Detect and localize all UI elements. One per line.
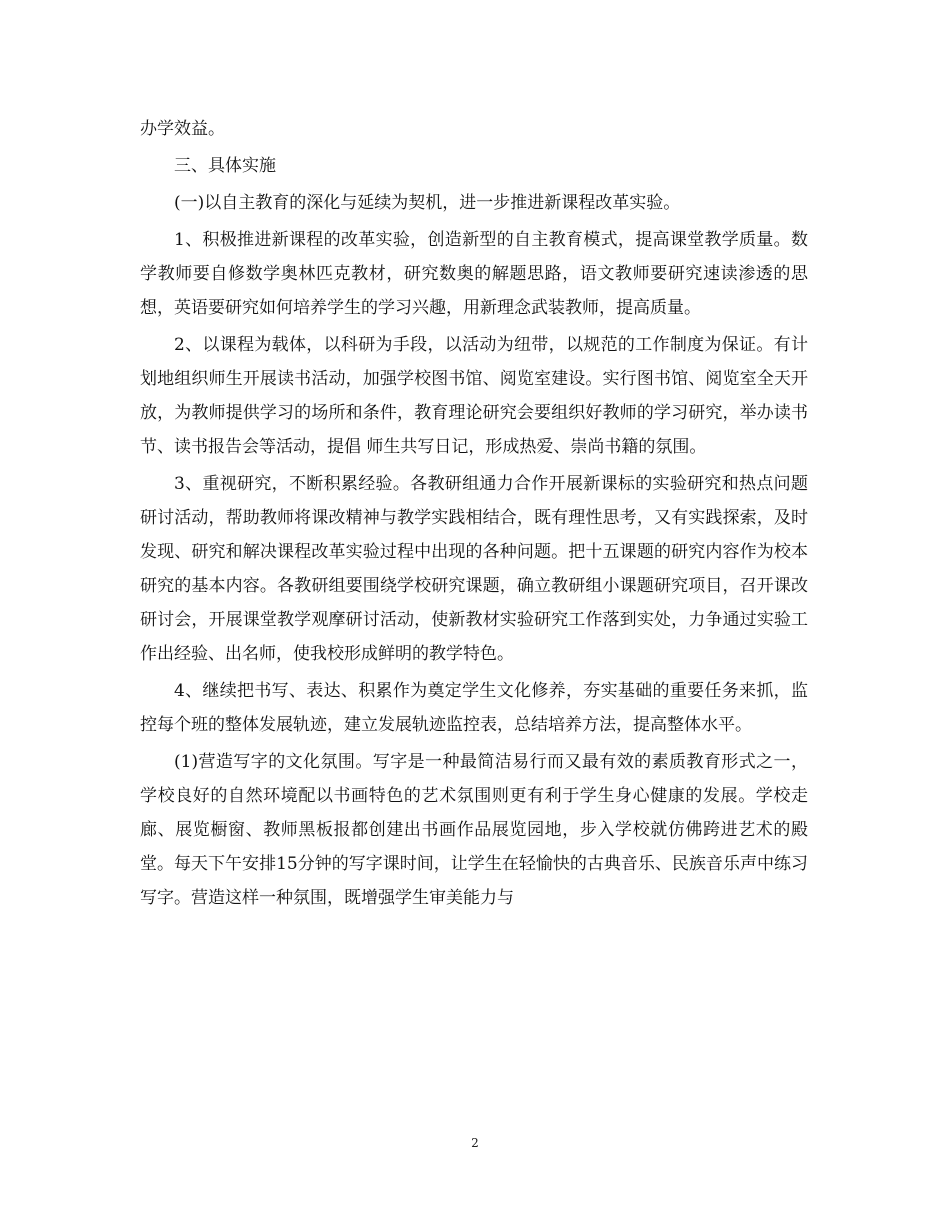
section-heading: 三、具体实施 [174,156,276,176]
paragraph-item-1: 1、积极推进新课程的改革实验，创造新型的自主教育模式，提高课堂教学质量。数学教师要自修数学奥林匹克教材，研究数奥的解题思路，语文教师要研究速读渗透的思想，英语要研究如何培养学生的学习兴趣，用新理念武装教师，提高质量。 [140,230,808,318]
paragraph-sub-item-1: (1)营造写字的文化氛围。写字是一种最简洁易行而又最有效的素质教育形式之一，学校良好的自然环境配以书画特色的艺术氛围则更有利于学生身心健康的发展。学校走廊、展览橱窗、教师黑板报都创建出书画作品展览园地，步入学校就仿佛跨进艺术的殿堂。每天下午安排15分钟的写字课时间，让学生在轻愉快的古典音乐、民族音乐声中练习写字。营造这样一种氛围，既增强学生审美能力与 [140,752,808,908]
paragraph-item-2: 2、以课程为载体，以科研为手段，以活动为纽带，以规范的工作制度为保证。有计划地组织师生开展读书活动，加强学校图书馆、阅览室建设。实行图书馆、阅览室全天开放，为教师提供学习的场所和条件，教育理论研究会要组织好教师的学习研究，举办读书节、读书报告会等活动，提倡 师生共写日记，形成热爱、崇尚书籍的氛围。 [140,335,808,457]
paragraph-item-4: 4、继续把书写、表达、积累作为奠定学生文化修养，夯实基础的重要任务来抓，监控每个班的整体发展轨迹，建立发展轨迹监控表，总结培养方法，提高整体水平。 [140,681,808,735]
paragraph-item-3: 3、重视研究，不断积累经验。各教研组通力合作开展新课标的实验研究和热点问题研讨活动，帮助教师将课改精神与教学实践相结合，既有理性思考，又有实践探索，及时发现、研究和解决课程改革实验过程中出现的各种问题。把十五课题的研究内容作为校本研究的基本内容。各教研组要围绕学校研究课题，确立教研组小课题研究项目，召开课改研讨会，开展课堂教学观摩研讨活动，使新教材实验研究工作落到实处，力争通过实验工作出经验、出名师，使我校形成鲜明的教学特色。 [140,474,808,664]
document-body [140,112,808,918]
subsection-heading: (一)以自主教育的深化与延续为契机，进一步推进新课程改革实验。 [174,193,681,213]
paragraph-continuation: 办学效益。 [140,119,225,139]
page-number: 2 [471,1136,479,1150]
